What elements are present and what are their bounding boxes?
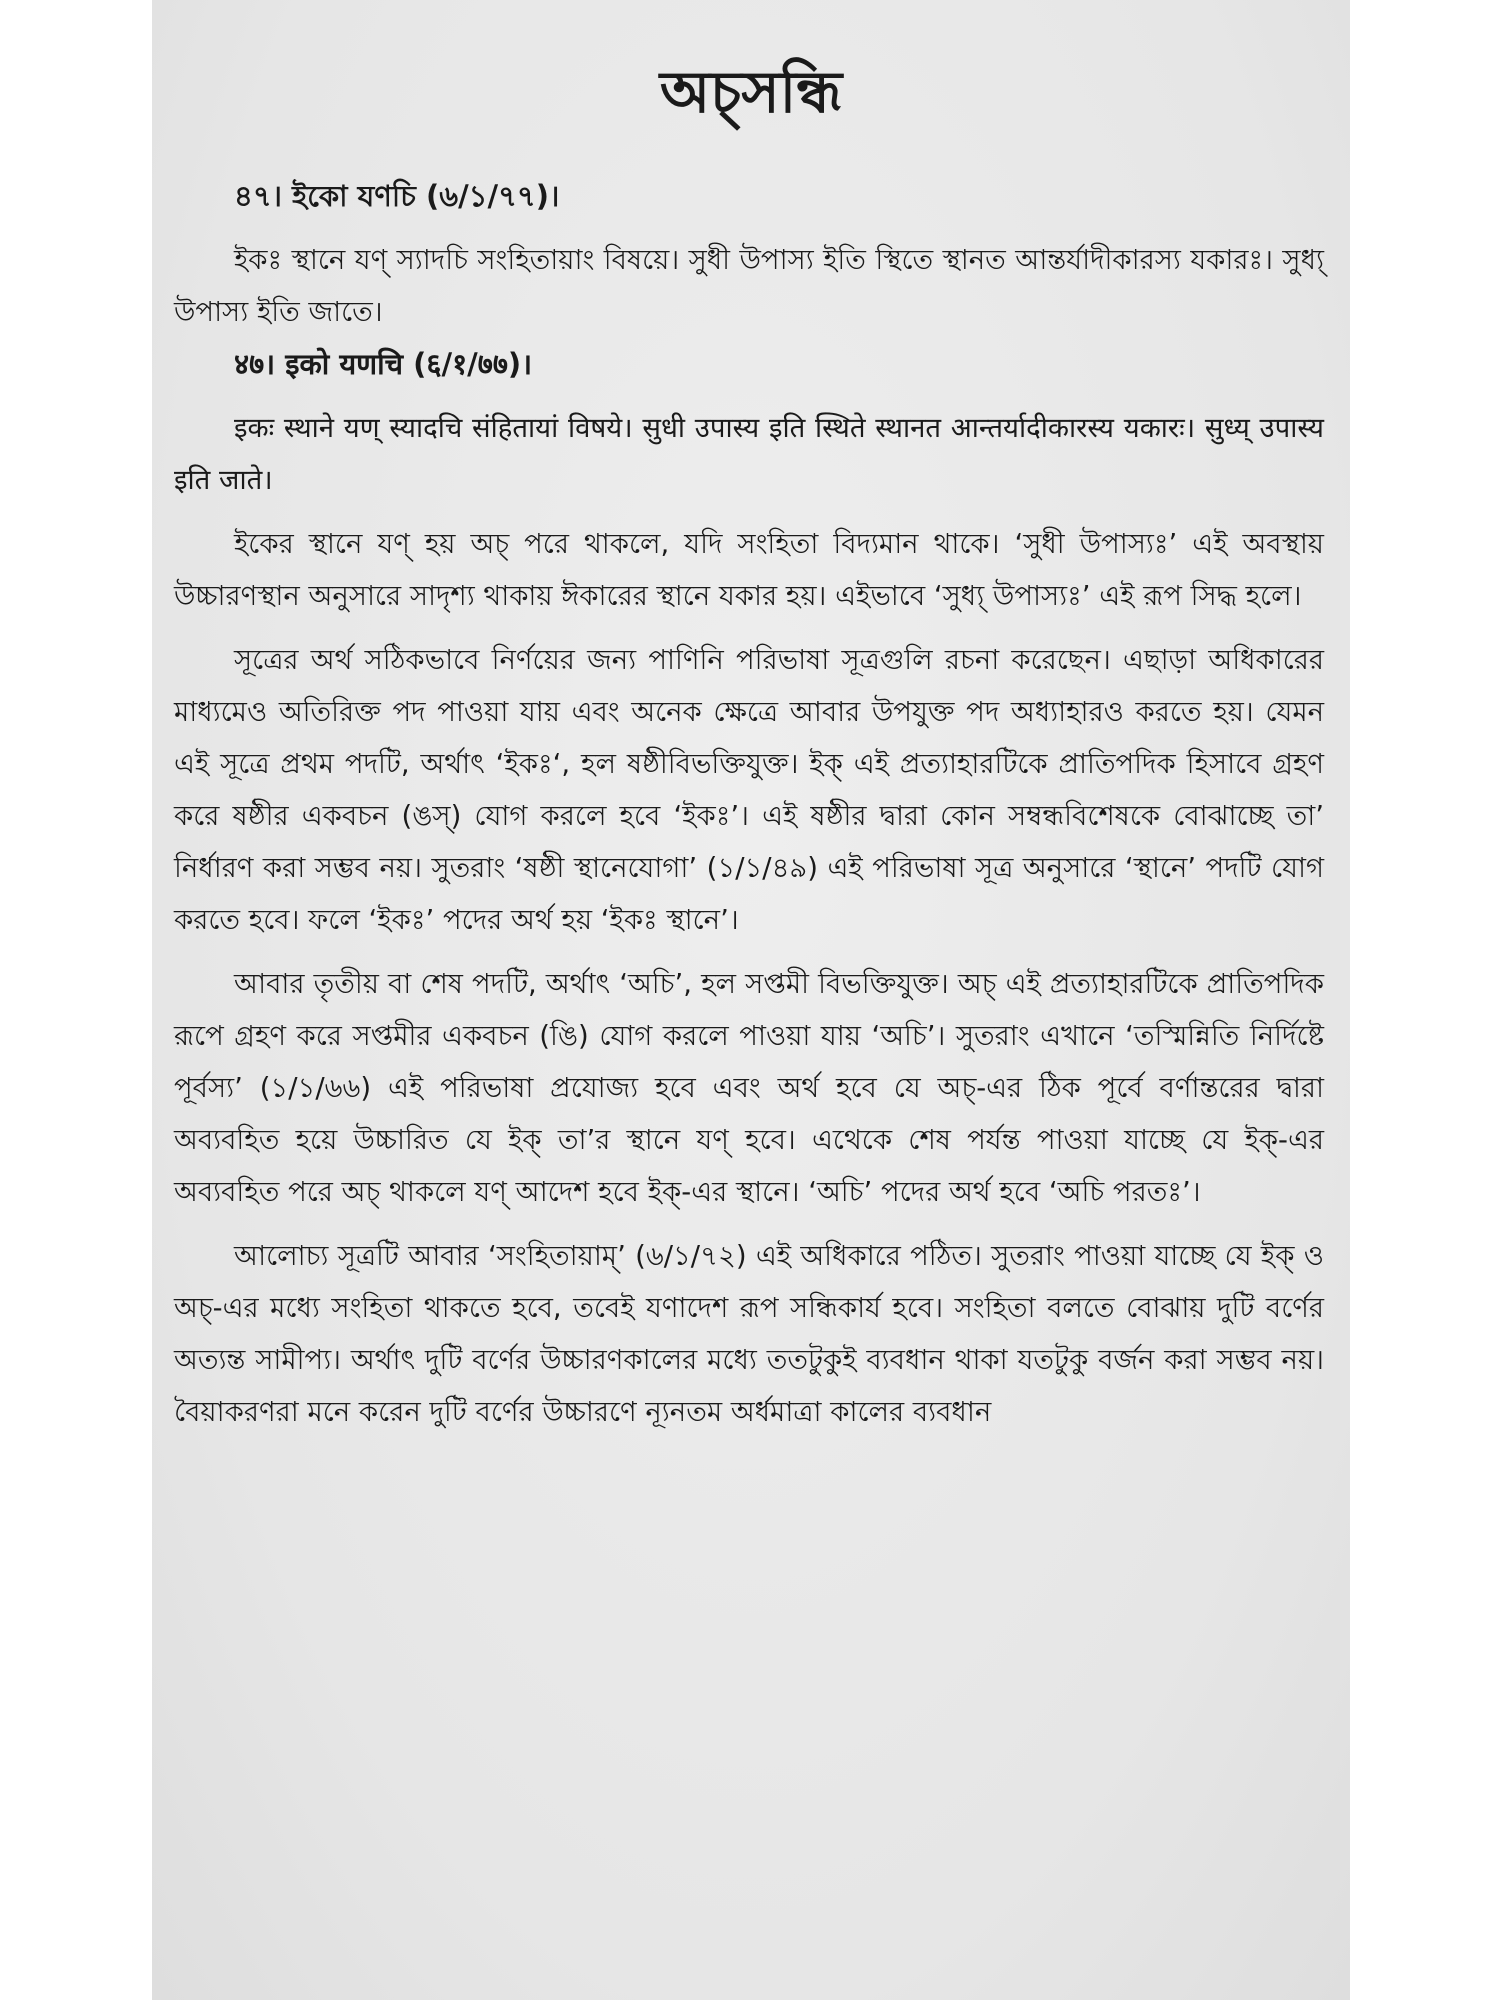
explanation-paragraph: ইকের স্থানে যণ্ হয় অচ্ পরে থাকলে, যদি সংহিতা বিদ্যমান থাকে। ‘সুধী উপাস্যঃ’ এই অবস্থায় উচ্চারণস্থান অনুসারে সাদৃশ্য থাকায় ঈকারের স্থানে যকার হয়। এইভাবে ‘সুধ্য্ উপাস্যঃ’ এই রূপ সিদ্ধ হলে। bbox=[174, 528, 1324, 612]
explanation-paragraph: সূত্রের অর্থ সঠিকভাবে নির্ণয়ের জন্য পাণিনি পরিভাষা সূত্রগুলি রচনা করেছেন। এছাড়া অধিকারের মাধ্যমেও অতিরিক্ত পদ পাওয়া যায় এবং অনেক ক্ষেত্রে আবার উপযুক্ত পদ অধ্যাহারও করতে হয়। যেমন এই সূত্রে প্রথম পদটি, অর্থাৎ ‘ইকঃ‘, হল ষষ্ঠীবিভক্তিযুক্ত। ইক্ এই প্রত্যাহারটিকে প্রাতিপদিক হিসাবে গ্রহণ করে ষষ্ঠীর একবচন (ঙস্) যোগ করলে হবে ‘ইকঃ’। এই ষষ্ঠীর দ্বারা কোন সম্বন্ধবিশেষকে বোঝাচ্ছে তা’ নির্ধারণ করা সম্ভব নয়। সুতরাং ‘ষষ্ঠী স্থানেযোগা’ (১/১/৪৯) এই পরিভাষা সূত্র অনুসারে ‘স্থানে’ পদটি যোগ করতে হবে। ফলে ‘ইকঃ’ পদের অর্থ হয় ‘ইকঃ স্থানে’। bbox=[174, 644, 1324, 936]
book-page bbox=[152, 0, 1350, 2000]
sutra-bengali: ৪৭। ইকো যণচি (৬/১/৭৭)। bbox=[234, 179, 560, 213]
sutra-devanagari: ४७। इको यणचि (६/१/७७)। bbox=[234, 347, 533, 381]
explanation-paragraph: আবার তৃতীয় বা শেষ পদটি, অর্থাৎ ‘অচি’, হল সপ্তমী বিভক্তিযুক্ত। অচ্ এই প্রত্যাহারটিকে প্রাতিপদিক রূপে গ্রহণ করে সপ্তমীর একবচন (ঙি) যোগ করলে পাওয়া যায় ‘অচি’। সুতরাং এখানে ‘তস্মিন্নিতি নির্দিষ্টে পূর্বস্য’ (১/১/৬৬) এই পরিভাষা প্রযোজ্য হবে এবং অর্থ হবে যে অচ্-এর ঠিক পূর্বে বর্ণান্তরের দ্বারা অব্যবহিত হয়ে উচ্চারিত যে ইক্ তা’র স্থানে যণ্ হবে। এথেকে শেষ পর্যন্ত পাওয়া যাচ্ছে যে ইক্-এর অব্যবহিত পরে অচ্ থাকলে যণ্ আদেশ হবে ইক্-এর স্থানে। ‘অচি’ পদের অর্থ হবে ‘অচি পরতঃ’। bbox=[174, 968, 1324, 1208]
explanation-paragraph: আলোচ্য সূত্রটি আবার ‘সংহিতায়াম্’ (৬/১/৭২) এই অধিকারে পঠিত। সুতরাং পাওয়া যাচ্ছে যে ইক্ ও অচ্-এর মধ্যে সংহিতা থাকতে হবে, তবেই যণাদেশ রূপ সন্ধিকার্য হবে। সংহিতা বলতে বোঝায় দুটি বর্ণের অত্যন্ত সামীপ্য। অর্থাৎ দুটি বর্ণের উচ্চারণকালের মধ্যে ততটুকুই ব্যবধান থাকা যতটুকু বর্জন করা সম্ভব নয়। বৈয়াকরণরা মনে করেন দুটি বর্ণের উচ্চারণে ন্যূনতম অর্ধমাত্রা কালের ব্যবধান bbox=[174, 1240, 1324, 1428]
page-body bbox=[174, 170, 1324, 1438]
sutra-commentary-bengali-script: ইকঃ স্থানে যণ্ স্যাদচি সংহিতায়াং বিষয়ে। সুধী উপাস্য ইতি স্থিতে স্থানত আন্তর্যাদীকারস্য যকারঃ। সুধ্য্ উপাস্য ইতি জাতে। bbox=[174, 244, 1324, 328]
chapter-title: অচ্‌সন্ধি bbox=[659, 58, 843, 126]
sutra-commentary-devanagari: इकः स्थाने यण् स्यादचि संहितायां विषये। सुधी उपास्य इति स्थिते स्थानत आन्तर्यादीकारस्य यकारः। सुध्य् उपास्य इति जाते। bbox=[174, 412, 1324, 496]
